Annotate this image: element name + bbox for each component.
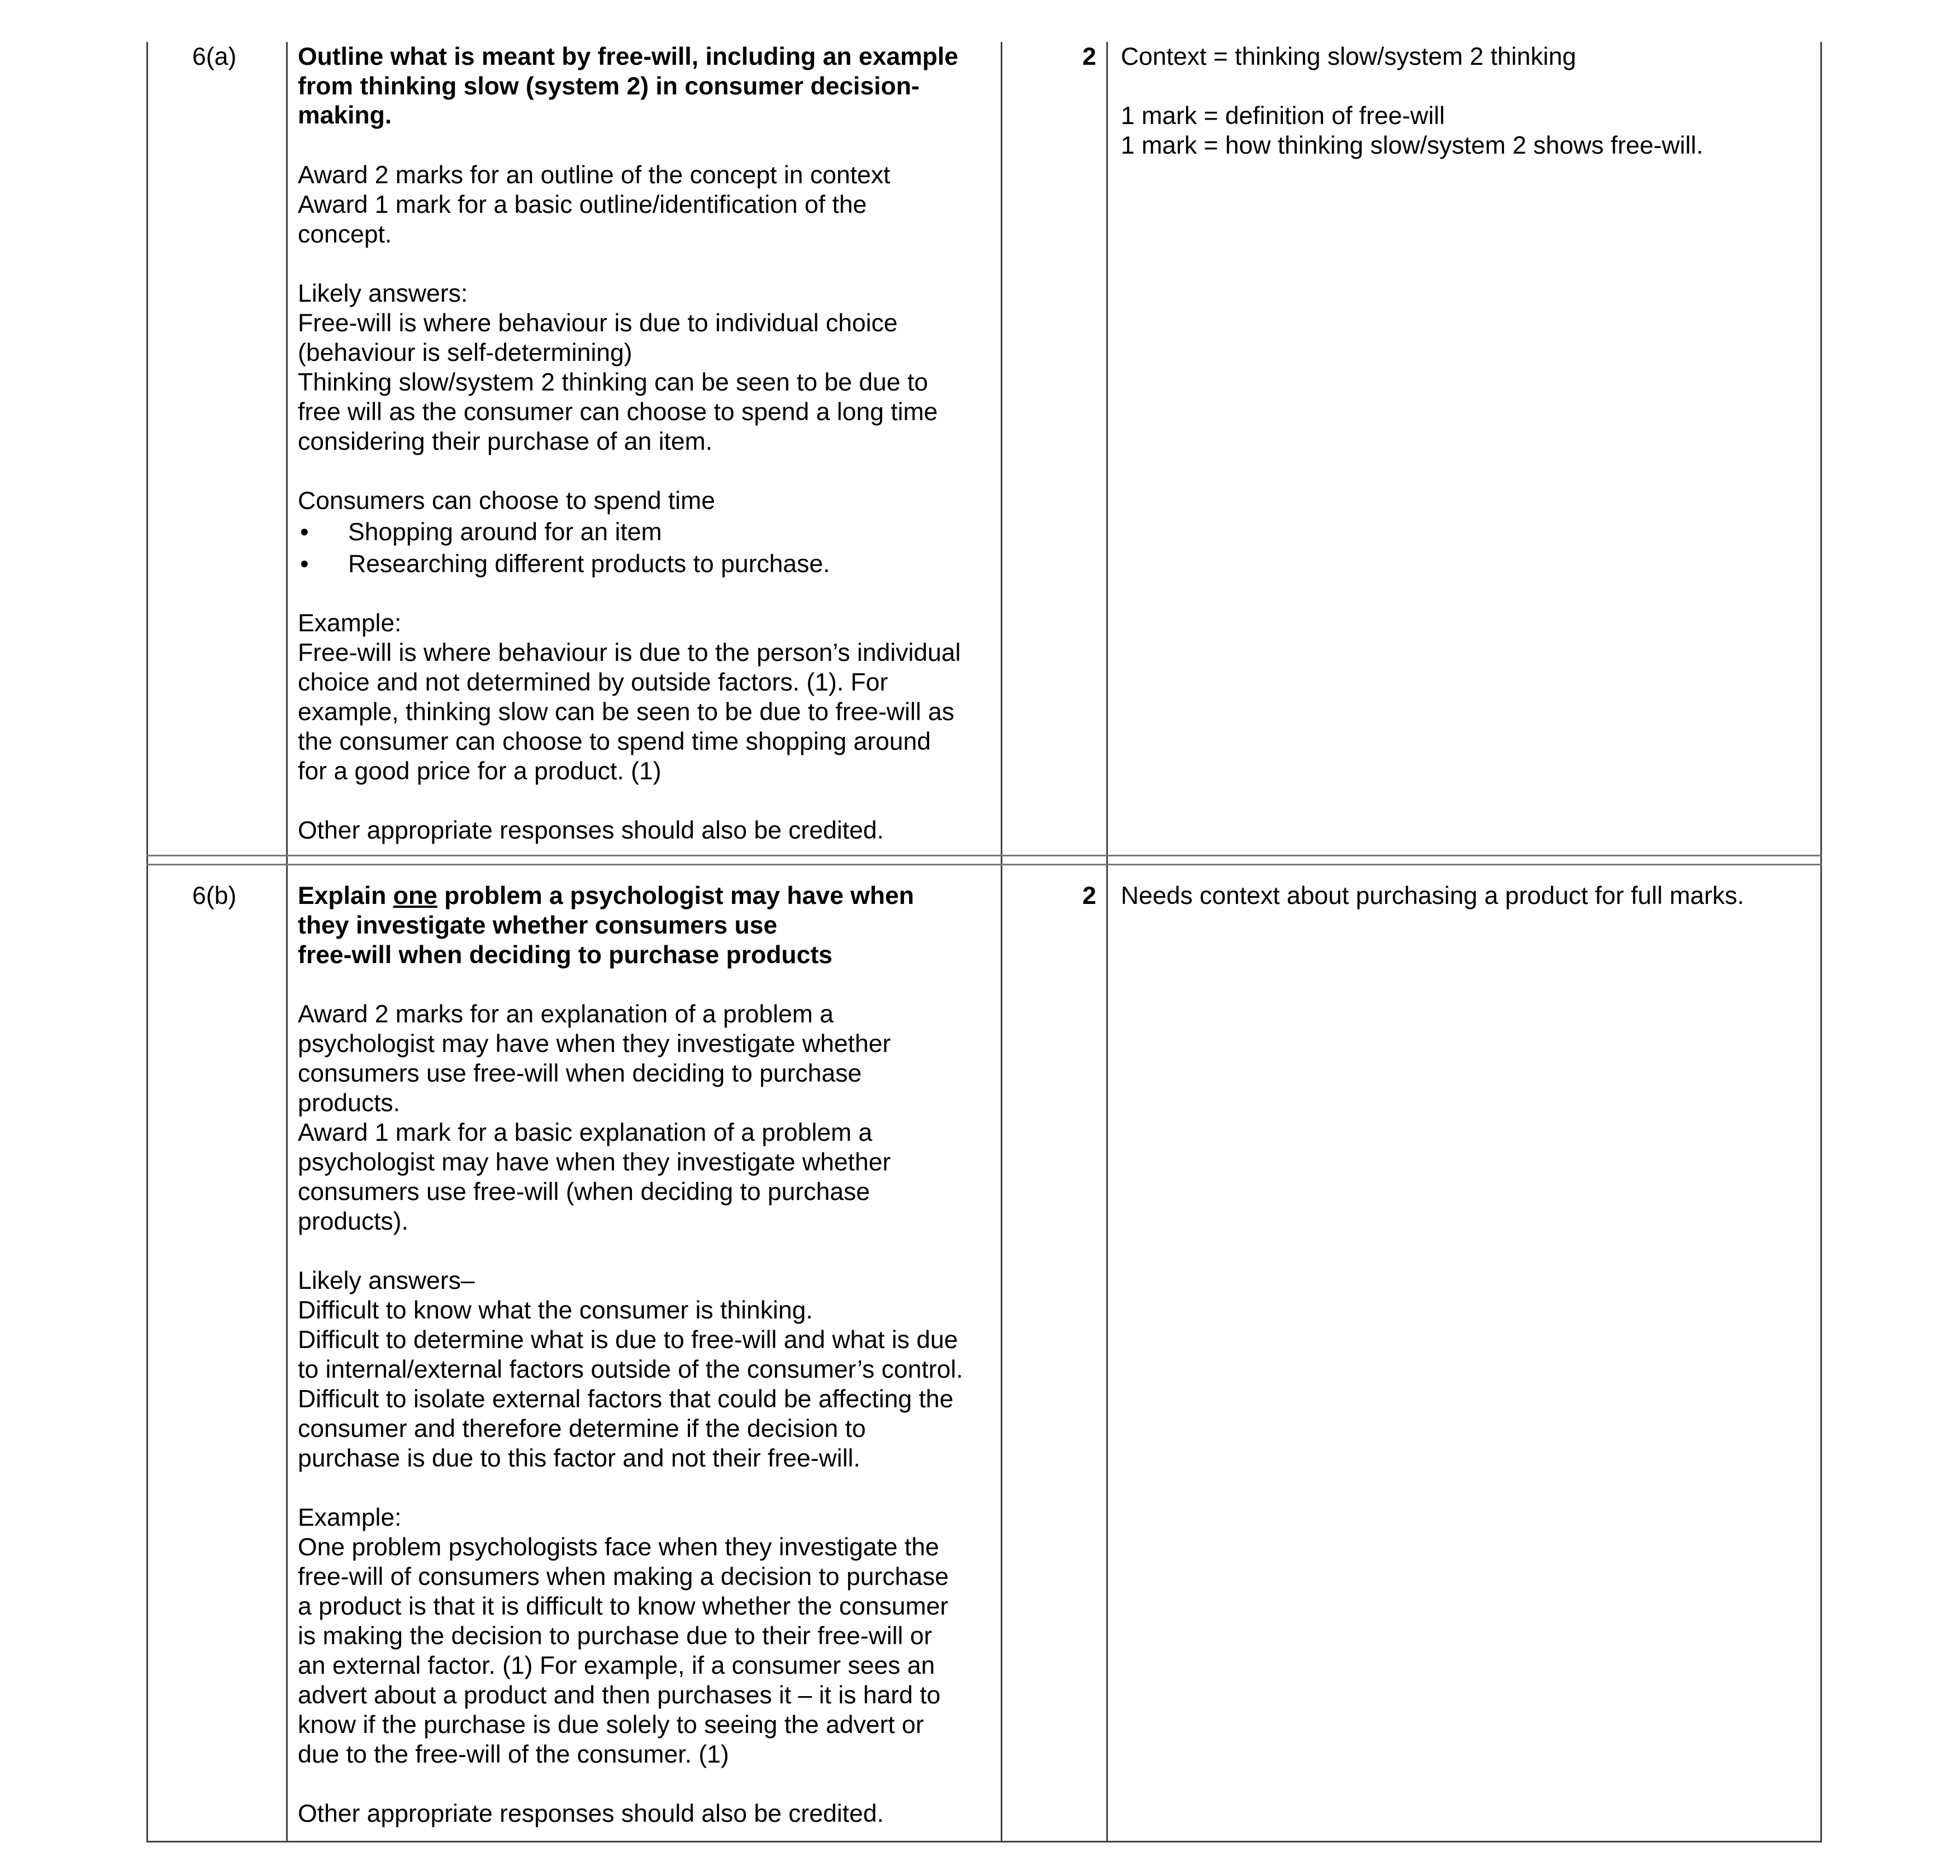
example-line: the consumer can choose to spend time shopping around — [298, 728, 931, 755]
bullet-icon: • — [300, 550, 309, 578]
award-line: Award 2 marks for an outline of the concept in context — [298, 161, 891, 189]
marks-value: 2 — [1082, 43, 1096, 70]
table-right-border — [1820, 42, 1822, 1842]
bullet-item: Shopping around for an item — [348, 518, 662, 546]
example-line: example, thinking slow can be seen to be due to free-will as — [298, 698, 954, 726]
prompt-text: problem a psychologist may have when — [437, 882, 914, 910]
likely-line: consumer and therefore determine if the decision to — [298, 1415, 866, 1442]
prompt-line: free-will when deciding to purchase products — [298, 941, 832, 969]
example-line: choice and not determined by outside factors. (1). For — [298, 669, 888, 696]
table-left-border — [146, 42, 148, 1842]
prompt-line — [298, 881, 914, 911]
prompt-line: from thinking slow (system 2) in consumer decision- — [298, 73, 920, 100]
prompt-text: Explain — [298, 882, 393, 910]
marks-value: 2 — [1082, 882, 1096, 910]
example-line: know if the purchase is due solely to seeing the advert or — [298, 1711, 924, 1739]
column-divider-answer — [1001, 42, 1002, 1842]
guidance-line: 1 mark = definition of free-will — [1121, 102, 1445, 130]
likely-line: Difficult to determine what is due to free-will and what is due — [298, 1326, 958, 1354]
row-separator-top — [146, 855, 1822, 856]
guidance-line: Context = thinking slow/system 2 thinking — [1121, 43, 1576, 70]
likely-line: free will as the consumer can choose to spend a long time — [298, 398, 938, 426]
example-line: Example: — [298, 1504, 402, 1531]
guidance-line: Needs context about purchasing a product for full marks. — [1121, 882, 1744, 910]
likely-line: purchase is due to this factor and not their free-will. — [298, 1445, 860, 1472]
award-line: consumers use free-will (when deciding to purchase — [298, 1178, 870, 1206]
example-line: One problem psychologists face when they investigate the — [298, 1534, 939, 1561]
table-bottom-border — [146, 1841, 1822, 1842]
example-line: due to the free-will of the consumer. (1) — [298, 1741, 729, 1768]
likely-line: Likely answers– — [298, 1267, 475, 1294]
prompt-line: Outline what is meant by free-will, including an example — [298, 43, 958, 70]
likely-line: Difficult to isolate external factors that could be affecting the — [298, 1385, 954, 1413]
example-line: free-will of consumers when making a decision to purchase — [298, 1563, 949, 1591]
award-line: psychologist may have when they investigate whether — [298, 1149, 891, 1176]
row-separator-bottom — [146, 864, 1822, 865]
bullet-item: Researching different products to purchase. — [348, 550, 830, 578]
other-responses-note: Other appropriate responses should also be credited. — [298, 1800, 884, 1827]
likely-line: (behaviour is self-determining) — [298, 339, 632, 366]
prompt-emphasis: one — [393, 882, 437, 910]
likely-line: Likely answers: — [298, 280, 468, 307]
example-line: is making the decision to purchase due to their free-will or — [298, 1622, 933, 1650]
award-line: Award 1 mark for a basic outline/identification of the — [298, 191, 867, 218]
column-divider-question — [286, 42, 288, 1842]
other-responses-note: Other appropriate responses should also be credited. — [298, 817, 884, 844]
example-line: Example: — [298, 610, 402, 637]
example-line: for a good price for a product. (1) — [298, 758, 662, 785]
award-line: concept. — [298, 221, 392, 248]
question-number: 6(a) — [192, 43, 237, 70]
example-line: a product is that it is difficult to know whether the consumer — [298, 1593, 949, 1620]
guidance-line: 1 mark = how thinking slow/system 2 shows free-will. — [1121, 132, 1704, 159]
award-line: Award 1 mark for a basic explanation of a problem a — [298, 1119, 873, 1146]
award-line: psychologist may have when they investigate whether — [298, 1030, 891, 1058]
likely-line: Difficult to know what the consumer is thinking. — [298, 1297, 813, 1324]
likely-line: Free-will is where behaviour is due to individual choice — [298, 310, 898, 337]
example-line: an external factor. (1) For example, if a consumer sees an — [298, 1652, 935, 1679]
bullet-icon: • — [300, 518, 309, 546]
prompt-line: they investigate whether consumers use — [298, 912, 778, 939]
prompt-line: making. — [298, 102, 392, 129]
award-line: consumers use free-will when deciding to purchase — [298, 1060, 862, 1087]
award-line: Award 2 marks for an explanation of a problem a — [298, 1001, 834, 1028]
example-line: advert about a product and then purchases it – it is hard to — [298, 1682, 941, 1709]
column-divider-marks — [1106, 42, 1108, 1842]
likely-line: to internal/external factors outside of the consumer’s control. — [298, 1356, 963, 1383]
award-line: products. — [298, 1089, 401, 1117]
likely-line: Thinking slow/system 2 thinking can be seen to be due to — [298, 369, 928, 396]
award-line: products). — [298, 1208, 408, 1235]
consumers-intro: Consumers can choose to spend time — [298, 487, 716, 515]
example-line: Free-will is where behaviour is due to the person’s individual — [298, 639, 961, 666]
likely-line: considering their purchase of an item. — [298, 428, 713, 455]
question-number: 6(b) — [192, 882, 237, 910]
